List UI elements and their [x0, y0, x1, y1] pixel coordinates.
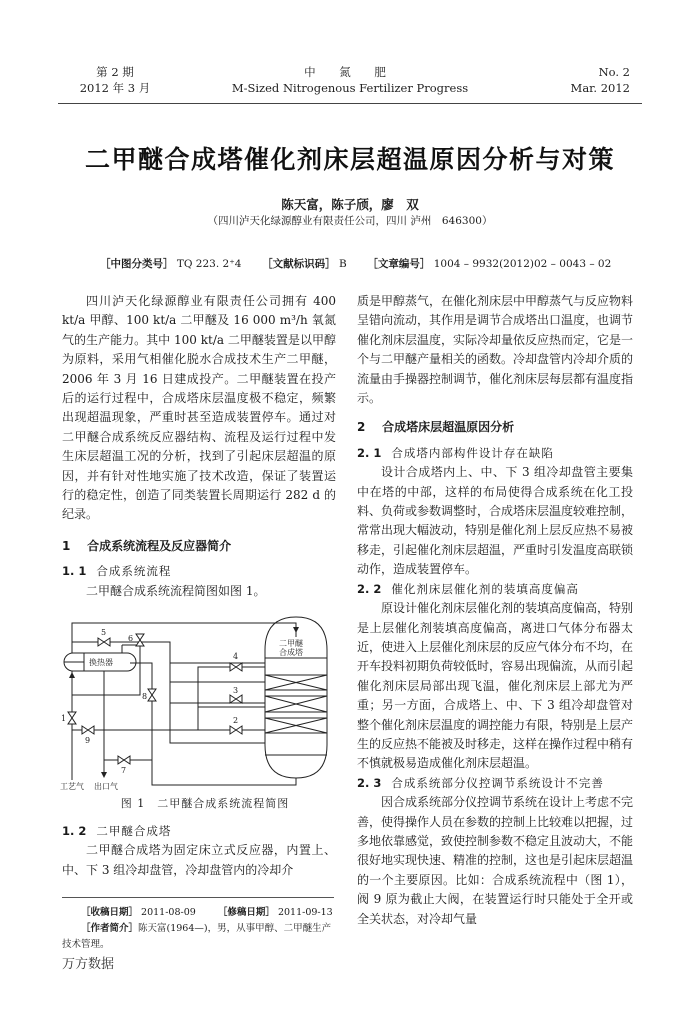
issue-date-cn: 2012 年 3 月 — [79, 81, 151, 95]
section-1-2-heading — [62, 822, 336, 841]
clc-label: ［中图分类号］ — [100, 258, 174, 270]
revised-date: 2011-09-13 — [277, 907, 333, 918]
section-2-3-number: 2. 3 — [357, 775, 382, 790]
section-1-2-number: 1. 2 — [62, 824, 87, 838]
section-1-2-title: 二甲醚合成塔 — [96, 824, 172, 838]
article-title: 二甲醚合成塔催化剂床层超温原因分析与对策 — [84, 145, 615, 174]
right-column — [357, 292, 633, 929]
valve-2-icon — [230, 726, 242, 734]
section-1-title: 合成系统流程及反应器简介 — [87, 538, 232, 553]
header-rule — [58, 103, 642, 104]
footnote-bio — [62, 921, 338, 953]
valve-5-label: 5 — [101, 628, 107, 637]
journal-name-cn: 中 氮 肥 — [304, 65, 396, 79]
article-id-value: 1004 – 9932(2012)02 – 0043 – 02 — [433, 258, 612, 270]
valve-4-label: 4 — [233, 652, 239, 661]
valve-8-icon — [148, 689, 156, 701]
valve-7-icon — [118, 756, 130, 764]
valve-3-icon — [230, 695, 242, 703]
section-1-2 — [62, 822, 336, 880]
watermark: 万方数据 — [62, 957, 115, 972]
section-2-2-heading — [357, 580, 633, 599]
doc-code-value: B — [338, 258, 347, 270]
journal-name-en: M-Sized Nitrogenous Fertilizer Progress — [231, 81, 469, 95]
valve-7-label: 7 — [121, 766, 127, 775]
section-2-1-number: 2. 1 — [357, 445, 382, 460]
header-issue-en — [571, 64, 630, 96]
valve-9-label: 9 — [85, 736, 91, 745]
section-1-number: 1 — [62, 538, 71, 553]
section-2-2-number: 2. 2 — [357, 581, 382, 596]
section-2-1-heading — [357, 444, 633, 463]
section-2-3-text: 因合成系统部分仪控调节系统在设计上考虑不完善，使得操作人员在参数的控制上比较难以把握，过多地依靠感觉，致使控制参数不稳定且波动大，不能很好地实现快速、精准的控制，这也是引起床层超温的一个主要原因。比如：合成系统流程中（图 1），阀 9 原为截止大阀，在装置运行时只能处于全开或全关状态，对冷却气量 — [357, 795, 634, 926]
valve-5-icon — [98, 638, 110, 646]
article-affiliation: （四川泸天化绿源醇业有限责任公司，四川 泸州 646300） — [207, 215, 493, 227]
section-2-1-title: 合成塔内部构件设计存在缺陷 — [391, 445, 554, 460]
valve-1-icon — [68, 712, 76, 724]
left-column — [62, 292, 336, 601]
article-authors: 陈天富，陈子颀，廖 双 — [281, 197, 419, 212]
section-2-heading — [357, 418, 633, 437]
section-2-2-title: 催化剂床层催化剂的装填高度偏高 — [391, 581, 579, 596]
section-1-1-heading — [62, 562, 336, 581]
valve-3-label: 3 — [233, 686, 239, 695]
section-1-1-number: 1. 1 — [62, 564, 87, 579]
intro-paragraph: 四川泸天化绿源醇业有限责任公司拥有 400 kt/a 甲醇、100 kt/a 二甲醚及 16 000 m³/h 氧氮气的生产能力。其中 100 kt/a 二甲醚装置是以甲醇为原料，采用气相催化脱水合成技术生产二甲醚，2006 年 3 月 16 日建成投产。二甲醚装置在投产后的运行过程中，合成塔床层温度极不稳定，频繁出现超温现象，严重时甚至造成装置停车。通过对二甲醚合成系统反应器结构、流程及运行过程中发生床层超温工况的分析，找到了引起床层超温的原因，并有针对性地实施了技术改造，保证了装置运行的稳定性，创造了同类装置长周期运行 282 d 的纪录。 — [62, 294, 336, 522]
issue-date-en: Mar. 2012 — [570, 81, 630, 95]
section-2-3-heading — [357, 774, 633, 793]
figure-1-flow-diagram — [60, 615, 350, 790]
article-meta — [100, 256, 611, 271]
valve-9-icon — [82, 726, 94, 734]
valve-8-label: 8 — [142, 692, 148, 701]
valve-4-icon — [230, 663, 242, 671]
section-2-title: 合成塔床层超温原因分析 — [382, 420, 515, 435]
bio-label: ［作者简介］ — [81, 923, 139, 934]
valve-1-label: 1 — [61, 714, 67, 723]
footnote — [62, 905, 338, 953]
pipe-reactor-outlet — [144, 663, 296, 785]
section-2-number: 2 — [357, 420, 366, 435]
inlet-gas-label: 工艺气 — [60, 782, 84, 790]
clc-value: TQ 223. 2⁺4 — [176, 258, 242, 270]
pipe-top-recycle — [72, 623, 296, 765]
exchanger-label: 换热器 — [89, 658, 113, 667]
section-2-2-text: 原设计催化剂床层催化剂的装填高度偏高，特别是上层催化剂装填高度偏高，离进口气体分布器太近，使进入上层催化剂床层的反应气体分布不均，在开车投料初期负荷较低时，容易出现偏流，从而引起催化剂床层局部出现飞温，催化剂床层上部尤为严重；另一方面，合成塔上、中、下 3 组冷却盘管对整个催化剂床层温度的调控能力有限，特别是上层产生的反应热不能被及时移走，这样在操作过程中稍有不慎就极易造成催化剂床层超温。 — [357, 601, 634, 771]
outlet-gas-label: 出口气 — [94, 782, 118, 790]
reactor-label-2: 合成塔 — [279, 648, 303, 657]
issue-number-en: No. 2 — [598, 65, 630, 79]
footnote-rule — [62, 897, 334, 898]
reactor-label-1: 二甲醚 — [279, 639, 303, 648]
received-date: 2011-08-09 — [141, 907, 196, 918]
revised-label: ［修稿日期］ — [217, 907, 275, 918]
section-1-2-text: 二甲醚合成塔为固定床立式反应器，内置上、中、下 3 组冷却盘管，冷却盘管内的冷却介 — [62, 843, 336, 877]
header-journal — [230, 64, 470, 96]
doc-code-label: ［文献标识码］ — [262, 258, 336, 270]
article-id-label: ［文章编号］ — [367, 258, 431, 270]
footnote-dates — [62, 905, 338, 921]
figure-1-caption: 图 1 二甲醚合成系统流程简图 — [120, 797, 290, 810]
valve-2-label: 2 — [233, 716, 239, 725]
section-1-1-text: 二甲醚合成系统流程简图如图 1。 — [86, 583, 266, 598]
valve-6-label: 6 — [128, 634, 134, 643]
bio-text: 陈天富(1964—)，男，从事甲醇、二甲醚生产技术管理。 — [62, 923, 332, 950]
section-2-1-text: 设计合成塔内上、中、下 3 组冷却盘管主要集中在塔的中部，这样的布局使得合成系统在化工投料、负荷或参数调整时，合成塔床层温度较难控制，常常出现大幅波动，特别是催化剂上层反应热不易被移走，引起催化剂床层超温，严重时引发温度高联锁动作，造成装置停车。 — [357, 465, 634, 577]
valve-6-icon — [136, 634, 144, 646]
section-1-1-title: 合成系统流程 — [96, 564, 172, 579]
received-label: ［收稿日期］ — [81, 907, 139, 918]
continued-paragraph: 质是甲醇蒸气，在催化剂床层中甲醇蒸气与反应物料呈错向流动，其作用是调节合成塔出口温度，也调节催化剂床层温度，实际冷却量依反应热而定，它是一个与二甲醚产量相关的函数。冷却盘管内冷却介质的流量由手操器控制调节，催化剂床层每层都有温度指示。 — [357, 294, 634, 406]
section-1-heading — [62, 537, 336, 556]
header-issue — [75, 64, 155, 96]
section-2-3-title: 合成系统部分仪控调节系统设计不完善 — [391, 775, 604, 790]
issue-number-cn: 第 2 期 — [96, 65, 134, 79]
